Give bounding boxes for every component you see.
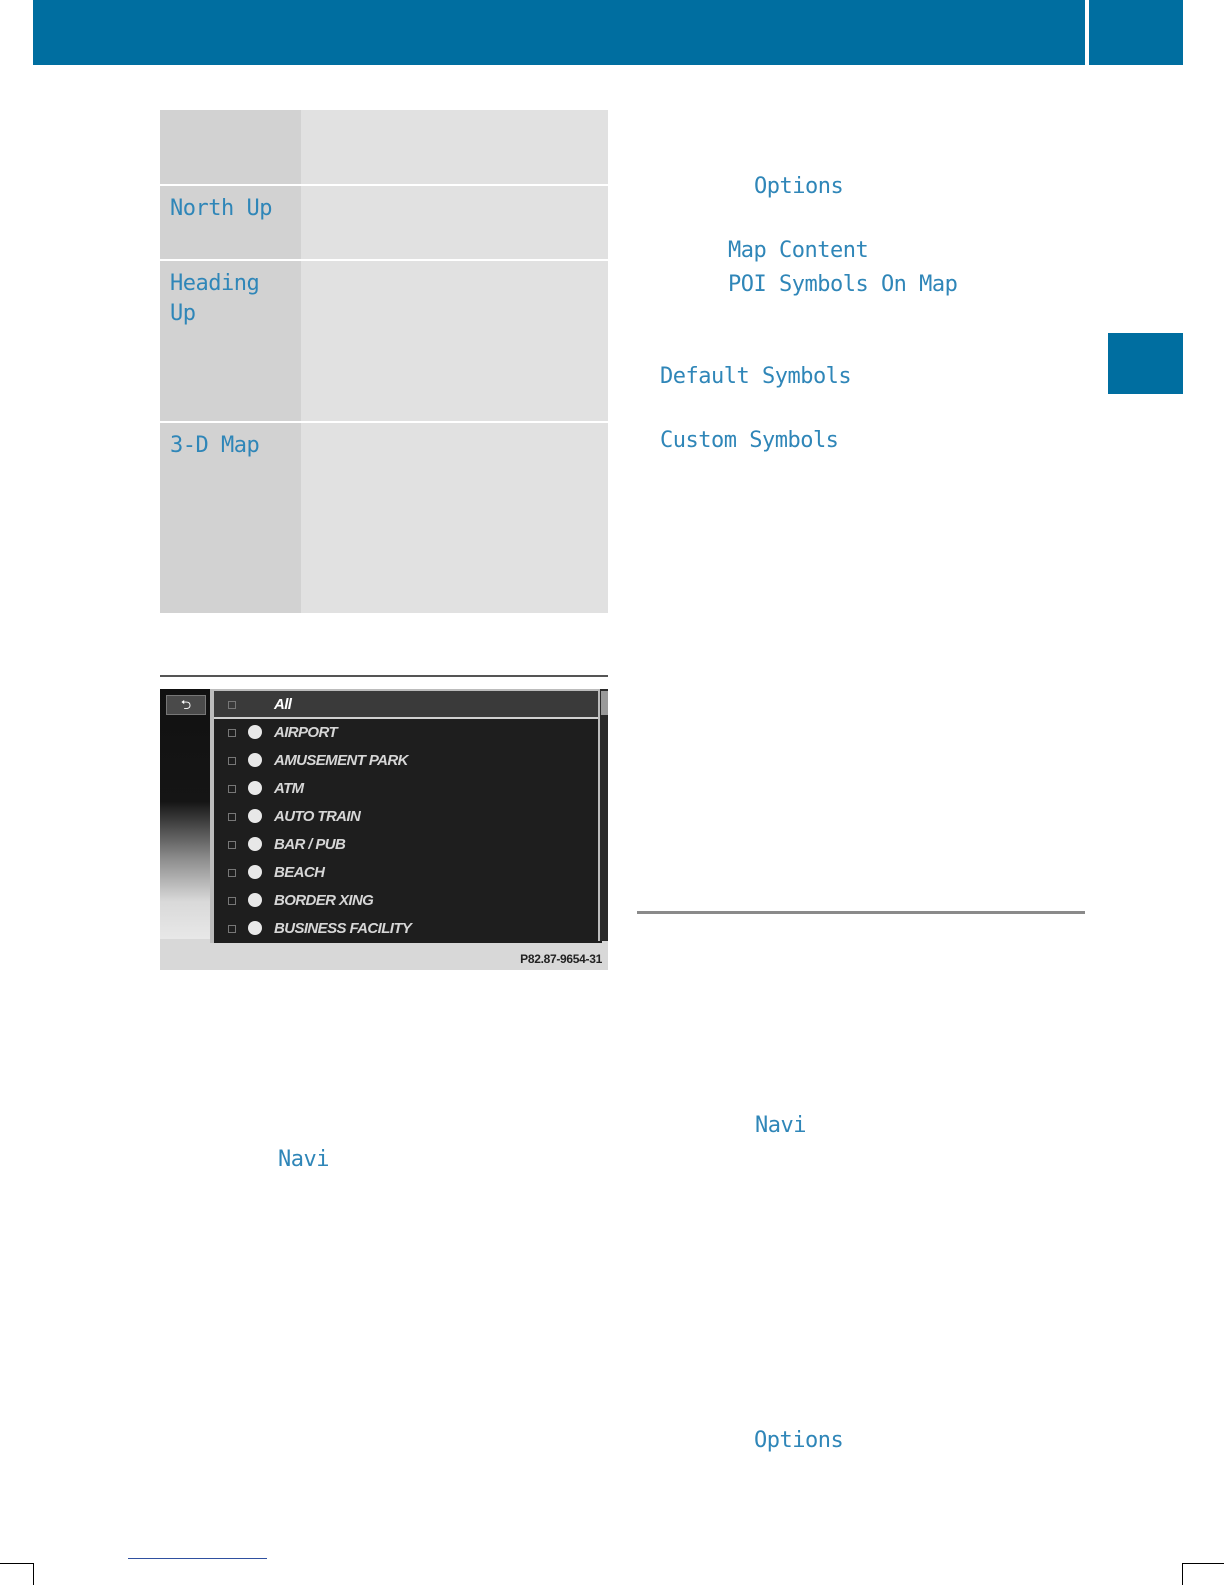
options-label: Options [754, 1428, 844, 1453]
custom-symbols-label: Custom Symbols [660, 428, 839, 453]
auto-train-icon [248, 809, 262, 823]
checkbox-icon[interactable] [228, 701, 236, 709]
checkbox-icon[interactable] [228, 757, 236, 765]
map-content-label: Map Content [728, 238, 869, 263]
business-facility-icon [248, 921, 262, 935]
list-item-label: All [274, 696, 292, 713]
options-label: Options [754, 174, 844, 199]
scrollbar-thumb[interactable] [601, 691, 608, 715]
crop-mark [1182, 1563, 1224, 1585]
table-cell-description [301, 423, 608, 613]
border-crossing-icon [248, 893, 262, 907]
list-item-label: ATM [274, 780, 304, 797]
checkbox-icon[interactable] [228, 925, 236, 933]
beach-icon [248, 865, 262, 879]
checkbox-icon[interactable] [228, 729, 236, 737]
checkbox-icon[interactable] [228, 785, 236, 793]
list-item-label: AMUSEMENT PARK [274, 752, 408, 769]
amusement-park-icon [248, 753, 262, 767]
list-item[interactable] [214, 747, 602, 774]
footer-link-underline [128, 1558, 267, 1559]
north-up-label: North Up [170, 196, 272, 221]
list-item[interactable] [214, 859, 602, 886]
scrollbar[interactable] [598, 689, 608, 941]
table-cell-description [301, 261, 608, 421]
header-bar [33, 0, 1085, 65]
list-item-label: AIRPORT [274, 724, 338, 741]
section-rule [637, 911, 1085, 914]
image-caption: P82.87-9654-31 [520, 952, 602, 966]
atm-icon [248, 781, 262, 795]
back-button[interactable]: ⮌ [166, 695, 206, 715]
map-orientation-table [160, 110, 608, 613]
checkbox-icon[interactable] [228, 869, 236, 877]
checkbox-icon[interactable] [228, 813, 236, 821]
list-item-label: BORDER XING [274, 892, 374, 909]
list-item[interactable] [214, 803, 602, 830]
list-item[interactable] [214, 831, 602, 858]
chapter-side-tab [1108, 333, 1183, 394]
list-item[interactable] [214, 775, 602, 802]
table-cell-description [301, 186, 608, 259]
poi-list [210, 689, 602, 943]
heading-up-label: Heading Up [170, 271, 260, 326]
navi-label: Navi [755, 1113, 806, 1138]
table-row [160, 261, 608, 421]
poi-symbols-screenshot [160, 689, 608, 970]
3d-map-label: 3-D Map [170, 433, 260, 458]
section-rule [160, 675, 608, 677]
bar-pub-icon [248, 837, 262, 851]
poi-symbols-on-map-label: POI Symbols On Map [728, 272, 958, 297]
list-item-label: BEACH [274, 864, 325, 881]
list-item-label: AUTO TRAIN [274, 808, 361, 825]
navi-label: Navi [278, 1147, 329, 1172]
table-cell-description [301, 110, 608, 184]
header-bar-right [1089, 0, 1183, 65]
list-item-label: BAR / PUB [274, 836, 346, 853]
table-row [160, 110, 608, 184]
checkbox-icon[interactable] [228, 841, 236, 849]
crop-mark [0, 1563, 34, 1585]
list-item[interactable] [214, 719, 602, 746]
list-item-label: BUSINESS FACILITY [274, 920, 412, 937]
table-row [160, 423, 608, 613]
list-item[interactable] [214, 887, 602, 914]
list-item-all[interactable] [214, 691, 602, 719]
table-cell-label [160, 110, 301, 184]
screen-left-panel [160, 689, 210, 939]
table-row [160, 186, 608, 259]
checkbox-icon[interactable] [228, 897, 236, 905]
default-symbols-label: Default Symbols [660, 364, 852, 389]
list-item[interactable] [214, 915, 602, 942]
airport-icon [248, 725, 262, 739]
